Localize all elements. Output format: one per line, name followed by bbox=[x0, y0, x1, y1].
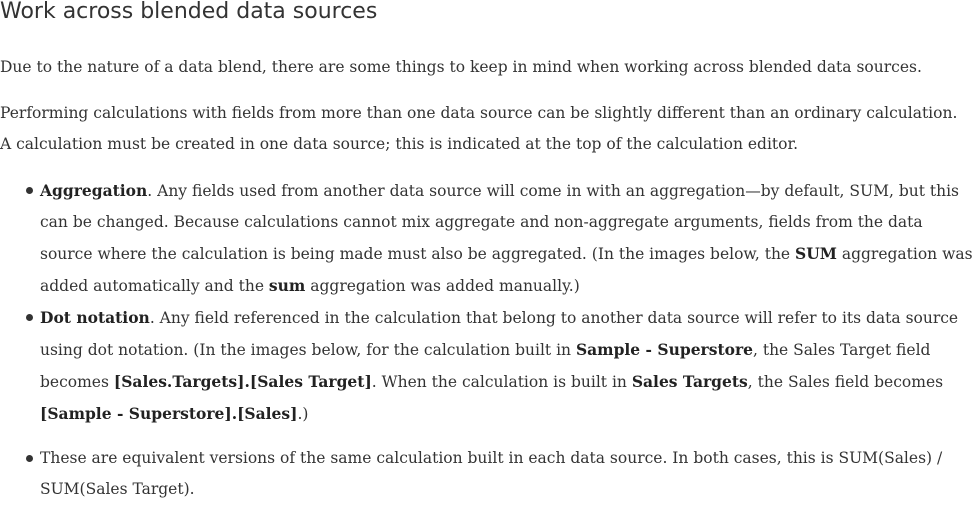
calculation-paragraph-line-1: Performing calculations with fields from more than one data source can be slightly different than an ordinary calculation. bbox=[0, 104, 958, 122]
aggregation-line-3 bbox=[40, 238, 973, 270]
dot-notation-text-3c: . When the calculation is built in bbox=[371, 373, 632, 391]
sum-uppercase-term: SUM bbox=[795, 244, 837, 263]
sample-superstore-term: Sample - Superstore bbox=[575, 340, 753, 359]
sample-superstore-sales-term: [Sample - Superstore].[Sales] bbox=[40, 404, 298, 423]
aggregation-line-2: can be changed. Because calculations cannot mix aggregate and non-aggregate arguments, fields from the data bbox=[40, 213, 923, 231]
aggregation-line-4 bbox=[40, 270, 973, 302]
sales-targets-field-term: [Sales.Targets].[Sales Target] bbox=[113, 372, 372, 391]
aggregation-text-3c: aggregation was bbox=[836, 245, 973, 263]
calculation-paragraph-line-2: A calculation must be created in one data source; this is indicated at the top of the calculation editor. bbox=[0, 135, 799, 153]
sum-lowercase-term: sum bbox=[268, 276, 306, 295]
bullet-dot-icon bbox=[26, 314, 33, 321]
aggregation-text-4c: aggregation was added manually.) bbox=[305, 277, 580, 295]
bullet-dot-icon bbox=[26, 455, 33, 462]
dot-notation-line-2 bbox=[40, 334, 973, 366]
bullet-dot-icon bbox=[26, 187, 33, 194]
list-item-dot-notation bbox=[0, 302, 973, 430]
aggregation-line-1 bbox=[40, 175, 973, 207]
intro-paragraph: Due to the nature of a data blend, there are some things to keep in mind when working across blended data sources. bbox=[0, 58, 922, 76]
aggregation-text-4a: added automatically and the bbox=[40, 277, 269, 295]
list-item-equivalent-versions bbox=[0, 443, 973, 505]
dot-notation-line-3 bbox=[40, 366, 973, 398]
equivalent-line-2: SUM(Sales Target). bbox=[40, 480, 195, 498]
dot-notation-text-4b: .) bbox=[297, 405, 309, 423]
dot-notation-term: Dot notation bbox=[40, 308, 150, 327]
dot-notation-line-4 bbox=[40, 398, 973, 430]
sales-targets-term: Sales Targets bbox=[631, 372, 748, 391]
dot-notation-line-1 bbox=[40, 302, 973, 334]
equivalent-line-1: These are equivalent versions of the same calculation built in each data source. In both cases, this is SUM(Sales) / bbox=[40, 449, 943, 467]
dot-notation-text-3e: , the Sales field becomes bbox=[747, 373, 944, 391]
aggregation-text-3a: source where the calculation is being made must also be aggregated. (In the images below, the bbox=[40, 245, 796, 263]
list-item-aggregation bbox=[0, 175, 973, 302]
dot-notation-text-2a: using dot notation. (In the images below, for the calculation built in bbox=[40, 341, 576, 359]
calculation-paragraph bbox=[0, 98, 974, 160]
dot-notation-text-3a: becomes bbox=[40, 373, 114, 391]
dot-notation-text-1: . Any field referenced in the calculation that belong to another data source will refer to its data source bbox=[149, 309, 959, 327]
dot-notation-text-2c: , the Sales Target field bbox=[752, 341, 931, 359]
aggregation-text-1: . Any fields used from another data source will come in with an aggregation—by default, SUM, but this bbox=[147, 182, 960, 200]
section-title: Work across blended data sources bbox=[0, 0, 378, 24]
tips-list bbox=[0, 175, 973, 505]
aggregation-term: Aggregation bbox=[40, 181, 148, 200]
